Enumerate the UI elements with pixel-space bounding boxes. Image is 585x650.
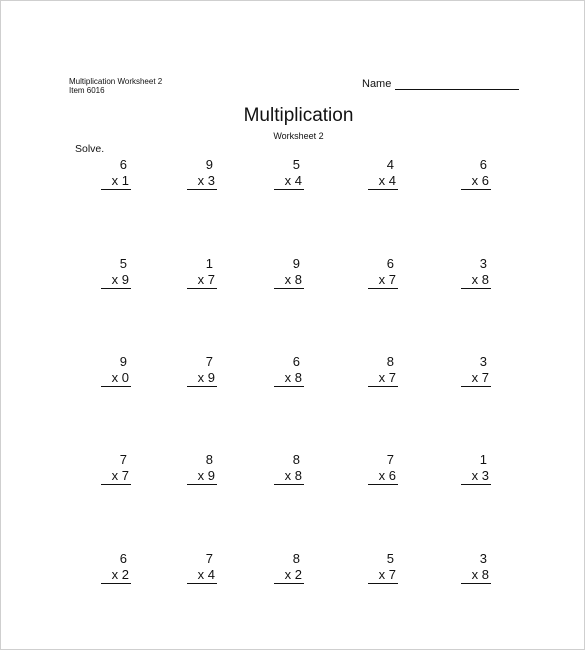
problem-top-number: 5: [386, 551, 394, 566]
problem-top-number: 8: [292, 551, 300, 566]
problem-top-number: 5: [292, 157, 300, 172]
problem: [368, 256, 398, 289]
problem-multiplier: x 3: [187, 173, 217, 190]
problem: [187, 157, 217, 190]
problem-top-number: 6: [479, 157, 487, 172]
problem-top-number: 6: [119, 157, 127, 172]
problem-multiplier: x 9: [101, 272, 131, 289]
problem-multiplier: x 4: [274, 173, 304, 190]
problem-multiplier: x 7: [368, 370, 398, 387]
problem-multiplier: x 7: [368, 567, 398, 584]
problem-multiplier: x 7: [368, 272, 398, 289]
name-label: Name: [362, 78, 392, 90]
problem: [101, 354, 131, 387]
problem: [461, 354, 491, 387]
problem: [101, 551, 131, 584]
page-title: Multiplication: [243, 105, 354, 126]
problem-top-number: 9: [292, 256, 300, 271]
problem-top-number: 3: [479, 354, 487, 369]
problem-multiplier: x 1: [101, 173, 131, 190]
problem: [368, 452, 398, 485]
problem: [274, 452, 304, 485]
worksheet-label: Multiplication Worksheet 2: [69, 77, 163, 86]
instruction: Solve.: [75, 143, 105, 155]
problem-multiplier: x 7: [187, 272, 217, 289]
problem-top-number: 5: [119, 256, 127, 271]
problem: [187, 452, 217, 485]
problem-top-number: 4: [386, 157, 394, 172]
problem-multiplier: x 6: [461, 173, 491, 190]
problem-top-number: 9: [205, 157, 213, 172]
problem-multiplier: x 7: [101, 468, 131, 485]
problem-multiplier: x 7: [461, 370, 491, 387]
problem: [274, 551, 304, 584]
problem-top-number: 3: [479, 551, 487, 566]
problem-multiplier: x 8: [274, 468, 304, 485]
problem-multiplier: x 6: [368, 468, 398, 485]
problem: [368, 157, 398, 190]
problem: [368, 354, 398, 387]
problem: [461, 551, 491, 584]
item-label: Item 6016: [69, 86, 105, 95]
page-subtitle: Worksheet 2: [273, 131, 324, 141]
problem-top-number: 7: [205, 551, 213, 566]
problem-top-number: 8: [292, 452, 300, 467]
problem-multiplier: x 8: [274, 272, 304, 289]
problem-top-number: 6: [292, 354, 300, 369]
name-line: [395, 77, 519, 90]
problem: [461, 452, 491, 485]
problem: [274, 256, 304, 289]
problem-top-number: 8: [205, 452, 213, 467]
problem-multiplier: x 3: [461, 468, 491, 485]
problem-multiplier: x 0: [101, 370, 131, 387]
problem: [461, 157, 491, 190]
problem-top-number: 6: [386, 256, 394, 271]
problem: [274, 157, 304, 190]
problem: [101, 157, 131, 190]
problem: [187, 551, 217, 584]
problem: [187, 354, 217, 387]
problem-multiplier: x 2: [274, 567, 304, 584]
problem-multiplier: x 8: [274, 370, 304, 387]
problem-top-number: 3: [479, 256, 487, 271]
problem: [461, 256, 491, 289]
problem: [101, 256, 131, 289]
problem-multiplier: x 2: [101, 567, 131, 584]
name-field-row: [362, 77, 519, 90]
problem-top-number: 1: [479, 452, 487, 467]
problem-multiplier: x 4: [368, 173, 398, 190]
problem: [274, 354, 304, 387]
worksheet-header-info: [69, 77, 162, 95]
problem-top-number: 9: [119, 354, 127, 369]
problem-top-number: 6: [119, 551, 127, 566]
problem-multiplier: x 8: [461, 272, 491, 289]
problem: [101, 452, 131, 485]
problem-top-number: 7: [386, 452, 394, 467]
problem-top-number: 7: [205, 354, 213, 369]
problem: [368, 551, 398, 584]
problem: [187, 256, 217, 289]
problem-multiplier: x 4: [187, 567, 217, 584]
problem-top-number: 1: [205, 256, 213, 271]
problem-multiplier: x 9: [187, 370, 217, 387]
problem-multiplier: x 9: [187, 468, 217, 485]
problem-multiplier: x 8: [461, 567, 491, 584]
problem-top-number: 8: [386, 354, 394, 369]
problem-top-number: 7: [119, 452, 127, 467]
